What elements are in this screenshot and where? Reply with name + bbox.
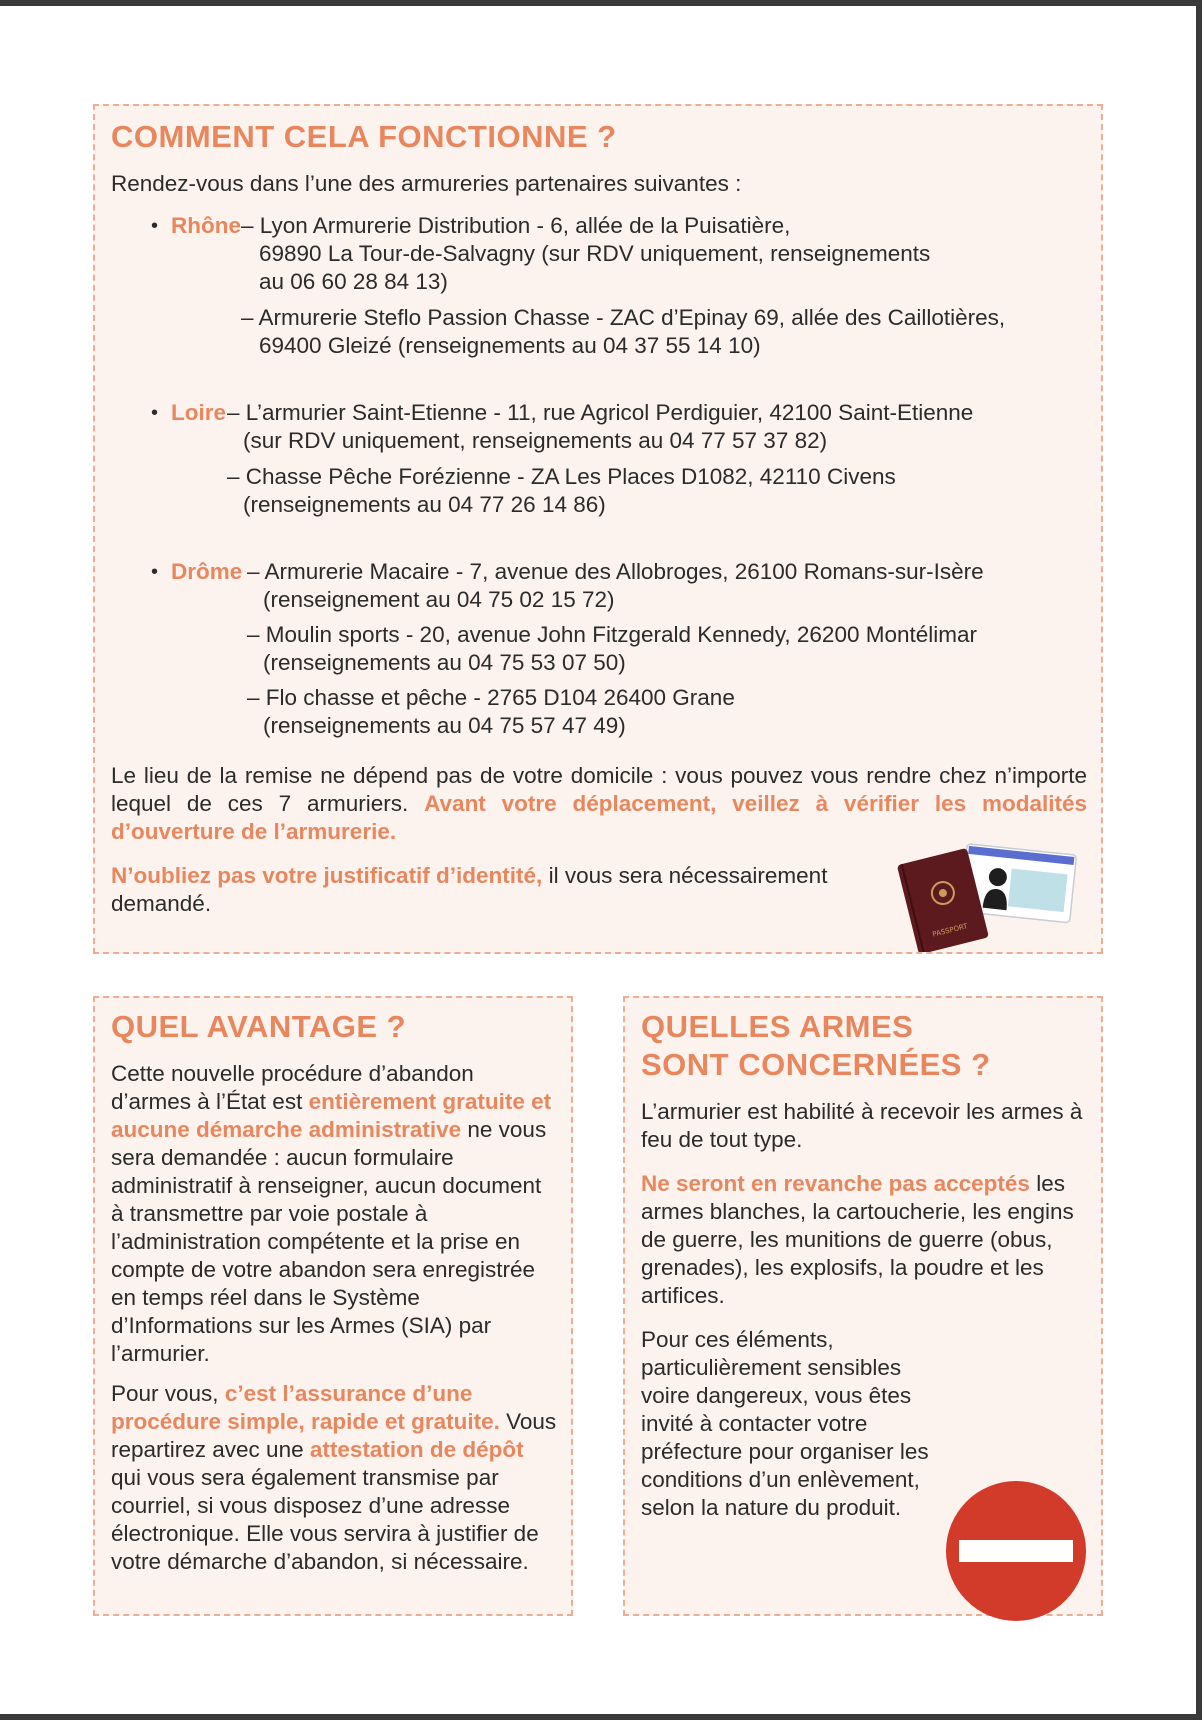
identity-documents-icon bbox=[885, 842, 1085, 952]
title-line: QUELLES ARMES bbox=[641, 1009, 914, 1044]
region-name: Rhône bbox=[171, 213, 241, 238]
intro-text: Rendez-vous dans l’une des armureries partenaires suivantes : bbox=[111, 171, 742, 196]
advantage-title: QUEL AVANTAGE ? bbox=[111, 1009, 407, 1044]
weapons-paragraph-2 bbox=[641, 1170, 1089, 1310]
address-line: 69400 Gleizé (renseignements au 04 37 55 14 10) bbox=[259, 333, 761, 358]
highlight: attestation de dépôt bbox=[309, 1437, 524, 1462]
location-text: Le lieu de la remise ne dépend pas de votre domicile : vous pouvez vous rendre chez n’importe lequel de ces 7 armuriers. bbox=[111, 763, 1087, 816]
address-line: – Armurerie Steflo Passion Chasse - ZAC d’Epinay 69, allée des Caillotières, bbox=[241, 305, 1006, 330]
address-line: – Flo chasse et pêche - 2765 D104 26400 Grane bbox=[247, 685, 735, 710]
highlight: entièrement gratuite et aucune démarche administrative bbox=[111, 1089, 552, 1142]
advantage-box bbox=[93, 996, 573, 1616]
bottom-border bbox=[0, 1714, 1202, 1720]
weapons-concerned-box bbox=[623, 996, 1103, 1616]
id-reminder-paragraph bbox=[111, 862, 891, 918]
address-line: – L’armurier Saint-Etienne - 11, rue Agricol Perdiguier, 42100 Saint-Etienne bbox=[227, 400, 974, 425]
address-line: – Armurerie Macaire - 7, avenue des Allobroges, 26100 Romans-sur-Isère bbox=[247, 559, 984, 584]
text: les armes blanches, la cartoucherie, les engins de guerre, les munitions de guerre (obus, grenades), les explosifs, la poudre et les artifices. bbox=[641, 1171, 1074, 1308]
weapons-title bbox=[641, 1008, 991, 1084]
region-name: Drôme bbox=[171, 559, 243, 584]
address-line: (renseignements au 04 75 53 07 50) bbox=[263, 650, 626, 675]
text: ne vous sera demandée : aucun formulaire administratif à renseigner, aucun document à transmettre par voie postale à l’administration compétente et la prise en compte de votre abandon sera enregistrée en temps réel dans le Système d’Informations sur les Armes (SIA) par l’armurier. bbox=[111, 1117, 547, 1366]
location-paragraph bbox=[111, 762, 1087, 846]
address-line: – Chasse Pêche Forézienne - ZA Les Places D1082, 42110 Civens bbox=[227, 464, 896, 489]
weapons-paragraph-3: Pour ces éléments, particulièrement sensibles voire dangereux, vous êtes invité à contacter votre préfecture pour organiser les conditions d’un enlèvement, selon la nature du produit. bbox=[641, 1327, 929, 1520]
passport-label: PASSPORT bbox=[931, 922, 969, 939]
address-line: au 06 60 28 84 13) bbox=[259, 269, 448, 294]
title-line: SONT CONCERNÉES ? bbox=[641, 1047, 991, 1082]
how-it-works-title: COMMENT CELA FONCTIONNE ? bbox=[111, 119, 617, 154]
bullet: • bbox=[151, 402, 159, 424]
location-highlight: Avant votre déplacement, veillez à vérifier les modalités d’ouverture de l’armurerie. bbox=[111, 791, 1087, 844]
address-line: 69890 La Tour-de-Salvagny (sur RDV uniquement, renseignements bbox=[259, 241, 931, 266]
id-reminder-highlight: N’oubliez pas votre justificatif d’identité, bbox=[111, 863, 543, 888]
address-line: – Lyon Armurerie Distribution - 6, allée de la Puisatière, bbox=[241, 213, 791, 238]
address-line: (renseignements au 04 77 26 14 86) bbox=[243, 492, 606, 517]
highlight: c’est l’assurance d’une procédure simple, rapide et gratuite. bbox=[111, 1381, 500, 1434]
highlight: Ne seront en revanche pas acceptés bbox=[641, 1171, 1030, 1196]
no-entry-icon bbox=[943, 1478, 1089, 1624]
text: Pour vous, bbox=[111, 1381, 225, 1406]
region-name: Loire bbox=[171, 400, 227, 425]
weapons-paragraph-1: L’armurier est habilité à recevoir les armes à feu de tout type. bbox=[641, 1099, 1083, 1152]
address-line: (sur RDV uniquement, renseignements au 04 77 57 37 82) bbox=[243, 428, 828, 453]
id-reminder-text: il vous sera nécessairement demandé. bbox=[111, 863, 828, 916]
bullet: • bbox=[151, 561, 159, 583]
advantage-paragraph-2 bbox=[111, 1380, 559, 1576]
bullet: • bbox=[151, 215, 159, 237]
address-line: – Moulin sports - 20, avenue John Fitzgerald Kennedy, 26200 Montélimar bbox=[247, 622, 977, 647]
how-it-works-box bbox=[93, 104, 1103, 954]
top-border bbox=[0, 0, 1202, 6]
text: Vous repartirez avec une bbox=[111, 1409, 557, 1462]
address-line: (renseignements au 04 75 57 47 49) bbox=[263, 713, 626, 738]
address-line: (renseignement au 04 75 02 15 72) bbox=[263, 587, 615, 612]
right-border bbox=[1196, 0, 1202, 1720]
text: qui vous sera également transmise par courriel, si vous disposez d’une adresse électronique. Elle vous servira à justifier de votre démarche d’abandon, si nécessaire. bbox=[111, 1465, 539, 1574]
text: Cette nouvelle procédure d’abandon d’armes à l’État est bbox=[111, 1061, 474, 1114]
advantage-paragraph-1 bbox=[111, 1060, 559, 1368]
